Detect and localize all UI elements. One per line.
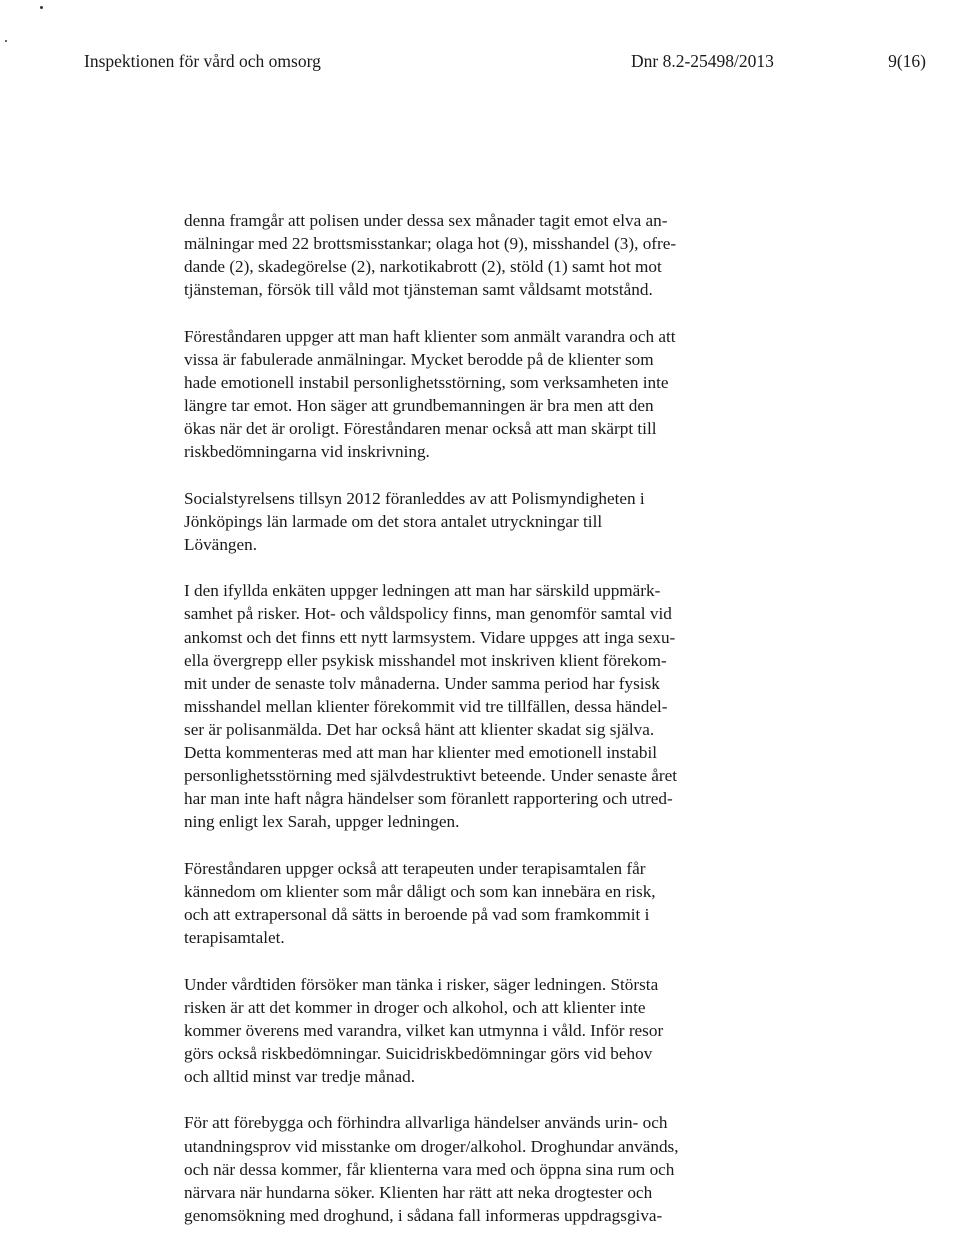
text-line: och att extrapersonal då sätts in beroende på vad som framkommit i xyxy=(184,905,650,924)
text-line: samhet på risker. Hot- och våldspolicy finns, man genomför samtal vid xyxy=(184,604,672,624)
text-line: För att förebygga och förhindra allvarliga händelser används urin- och xyxy=(184,1113,668,1133)
text-line: hade emotionell instabil personlighetsstörning, som verksamheten inte xyxy=(184,372,669,392)
text-line: Socialstyrelsens tillsyn 2012 föranleddes av att Polismyndigheten i xyxy=(184,488,645,508)
header-page-number: 9(16) xyxy=(888,51,926,71)
text-line: närvara när hundarna söker. Klienten har rätt att neka drogtester och xyxy=(184,1182,653,1202)
text-line: har man inte haft några händelser som föranlett rapportering och utred- xyxy=(184,789,673,809)
text-line: I den ifyllda enkäten uppger ledningen att man har särskild uppmärk- xyxy=(184,581,661,601)
text-line: ökas när det är oroligt. Föreståndaren menar också att man skärpt till xyxy=(184,419,657,439)
body-paragraph xyxy=(184,579,774,833)
scan-speck xyxy=(40,6,43,9)
text-line: genomsökning med droghund, i sådana fall informeras uppdragsgiva- xyxy=(184,1205,663,1225)
text-line: och alltid minst var tredje månad. xyxy=(184,1066,416,1086)
body-paragraph xyxy=(184,325,774,464)
text-line: Föreståndaren uppger också att terapeuten under terapisamtalen får xyxy=(184,858,646,878)
text-line: utandningsprov vid misstanke om droger/alkohol. Droghundar används, xyxy=(184,1136,679,1156)
text-line: dande (2), skadegörelse (2), narkotikabrott (2), stöld (1) samt hot mot xyxy=(184,257,662,277)
text-line: misshandel mellan klienter förekommit vid tre tillfällen, dessa händel- xyxy=(184,696,668,716)
header-organization: Inspektionen för vård och omsorg xyxy=(84,51,321,71)
text-line: ankomst och det finns ett nytt larmsystem. Vidare uppges att inga sexu- xyxy=(184,627,676,647)
text-line: kommer överens med varandra, vilket kan utmynna i våld. Inför resor xyxy=(184,1020,664,1040)
body-paragraph xyxy=(184,209,774,301)
scan-speck xyxy=(5,40,7,42)
text-line: terapisamtalet. xyxy=(184,928,285,948)
text-line: Föreståndaren uppger att man haft klienter som anmält varandra och att xyxy=(184,326,676,346)
text-line: ning enligt lex Sarah, uppger ledningen. xyxy=(184,812,460,832)
text-line: kännedom om klienter som mår dåligt och som kan innebära en risk, xyxy=(184,881,656,901)
text-line: riskbedömningarna vid inskrivning. xyxy=(184,442,430,462)
text-line: mit under de senaste tolv månaderna. Under samma period har fysisk xyxy=(184,673,660,693)
body-text xyxy=(184,209,774,1250)
text-line: mälningar med 22 brottsmisstankar; olaga hot (9), misshandel (3), ofre- xyxy=(184,234,677,254)
text-line: ser är polisanmälda. Det har också hänt att klienter skadat sig själva. xyxy=(184,719,655,739)
page-header xyxy=(84,48,926,74)
text-line: vissa är fabulerade anmälningar. Mycket berodde på de klienter som xyxy=(184,349,654,369)
body-paragraph xyxy=(184,1111,774,1226)
text-line: Lövängen. xyxy=(184,534,258,554)
body-paragraph xyxy=(184,857,774,949)
text-line: Detta kommenteras med att man har klienter med emotionell instabil xyxy=(184,743,657,763)
text-line: tjänsteman, försök till våld mot tjänsteman samt våldsamt motstånd. xyxy=(184,280,653,300)
text-line: görs också riskbedömningar. Suicidriskbedömningar görs vid behov xyxy=(184,1043,653,1063)
text-line: Under vårdtiden försöker man tänka i risker, säger ledningen. Största xyxy=(184,974,659,994)
text-line: personlighetsstörning med självdestruktivt beteende. Under senaste året xyxy=(184,766,678,786)
header-diary-number: Dnr 8.2-25498/2013 xyxy=(631,51,774,71)
text-line: längre tar emot. Hon säger att grundbemanningen är bra men att den xyxy=(184,396,654,416)
text-line: denna framgår att polisen under dessa sex månader tagit emot elva an- xyxy=(184,211,668,230)
text-line: ella övergrepp eller psykisk misshandel mot inskriven klient förekom- xyxy=(184,650,667,670)
text-line: och när dessa kommer, får klienterna vara med och öppna sina rum och xyxy=(184,1159,675,1179)
body-paragraph xyxy=(184,487,774,556)
text-line: risken är att det kommer in droger och alkohol, och att klienter inte xyxy=(184,997,646,1017)
body-paragraph xyxy=(184,973,774,1088)
text-line: Jönköpings län larmade om det stora antalet utryckningar till xyxy=(184,511,603,531)
